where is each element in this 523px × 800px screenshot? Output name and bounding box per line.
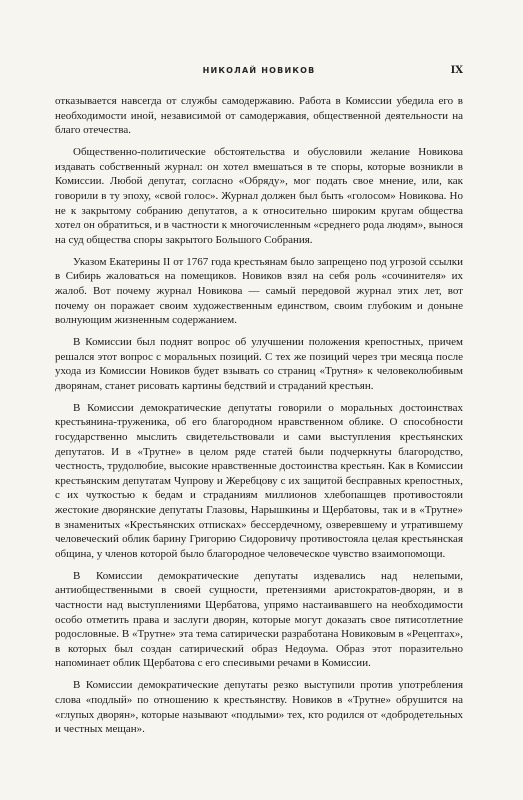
page-number: IX xyxy=(450,65,463,76)
body-text xyxy=(55,94,463,744)
paragraph: отказывается навсегда от службы самодержавию. Работа в Комиссии убедила его в необходимости иной, независимой от самодержавия, общественной деятельности на благо отечества. xyxy=(55,95,463,137)
paragraph: Общественно-политические обстоятельства и обусловили желание Новикова издавать собственный журнал: он хотел вмешаться в те споры, которые возникли в Комиссии. Любой депутат, согласно «Обряду», мог подать свое мнение, или, как говорили в ту эпоху, «свой голос». Журнал должен был быть «голосом» Новикова. Но не к закрытому собранию депутатов, а к относительно широким кругам общества хотел он обратиться, и в частности к многочисленным «среднего рода людям», вынося на суд общества споры закрытого Большого Собрания. xyxy=(55,146,463,246)
paragraph: В Комиссии демократические депутаты резко выступили против употребления слова «подлый» по отношению к крестьянству. Новиков в «Трутне» обрушится на «глупых дворян», которые называют «подлыми» тех, кто родился от «добродетельных и честных мещан». xyxy=(55,679,463,736)
running-head xyxy=(55,66,463,80)
running-title: НИКОЛАЙ НОВИКОВ xyxy=(202,66,316,75)
paragraph: В Комиссии демократические депутаты издевались над нелепыми, антиобщественными в своей сущности, претензиями аристократов-дворян, и в частности над выступлениями Щербатова, упрямо настаивавшего на необходимости особо отметить права и заслуги дворян, которые могут доказать свое пятисотлетние родословные. В «Трутне» эта тема сатирически разработана Новиковым в «Рецептах», в которых был создан сатирический образ Недоума. Образ этот поразительно напоминает облик Щербатова с его спесивыми речами в Комиссии. xyxy=(55,569,463,670)
paragraph: В Комиссии был поднят вопрос об улучшении положения крепостных, причем решался этот вопрос с моральных позиций. С тех же позиций через три месяца после ухода из Комиссии Новиков будет взывать со страниц «Трутня» к человеколюбивым дворянам, станет рисовать картины бедствий и страданий крестьян. xyxy=(55,336,463,392)
paragraph: Указом Екатерины II от 1767 года крестьянам было запрещено под угрозой ссылки в Сибирь жаловаться на помещиков. Новиков взял на себя роль «сочинителя» их жалоб. Вот почему журнал Новикова — самый передовой журнал этих лет, вот почему он поражает своим художественным единством, своим глубоким и доныне волнующим жизненным содержанием. xyxy=(55,255,463,327)
paragraph: В Комиссии демократические депутаты говорили о моральных достоинствах крестьянина-труженика, об его благородном нравственном облике. О способности государственно мыслить свидетельствовали и сами выступления крестьянских депутатов. И в «Трутне» в целом ряде статей были подчеркнуты благородство, честность, трудолюбие, высокие нравственные достоинства крестьян. Как в Комиссии крестьянским депутатам Чупрову и Жеребцову с их защитой бесправных крепостных, с их чуткостью к бедам и страданиям миллионов хлебопашцев противостояли жестокие дворянские депутаты Глазовы, Нарышкины и Щербатовы, так и в «Трутне» в знаменитых «Крестьянских отписках» бессердечному, озверевшему и утратившему человеческий облик барину Григорию Сидоровичу противостояла целая крестьянская община, у членов которой было благородное человеческое чувство взаимопомощи. xyxy=(55,401,463,560)
